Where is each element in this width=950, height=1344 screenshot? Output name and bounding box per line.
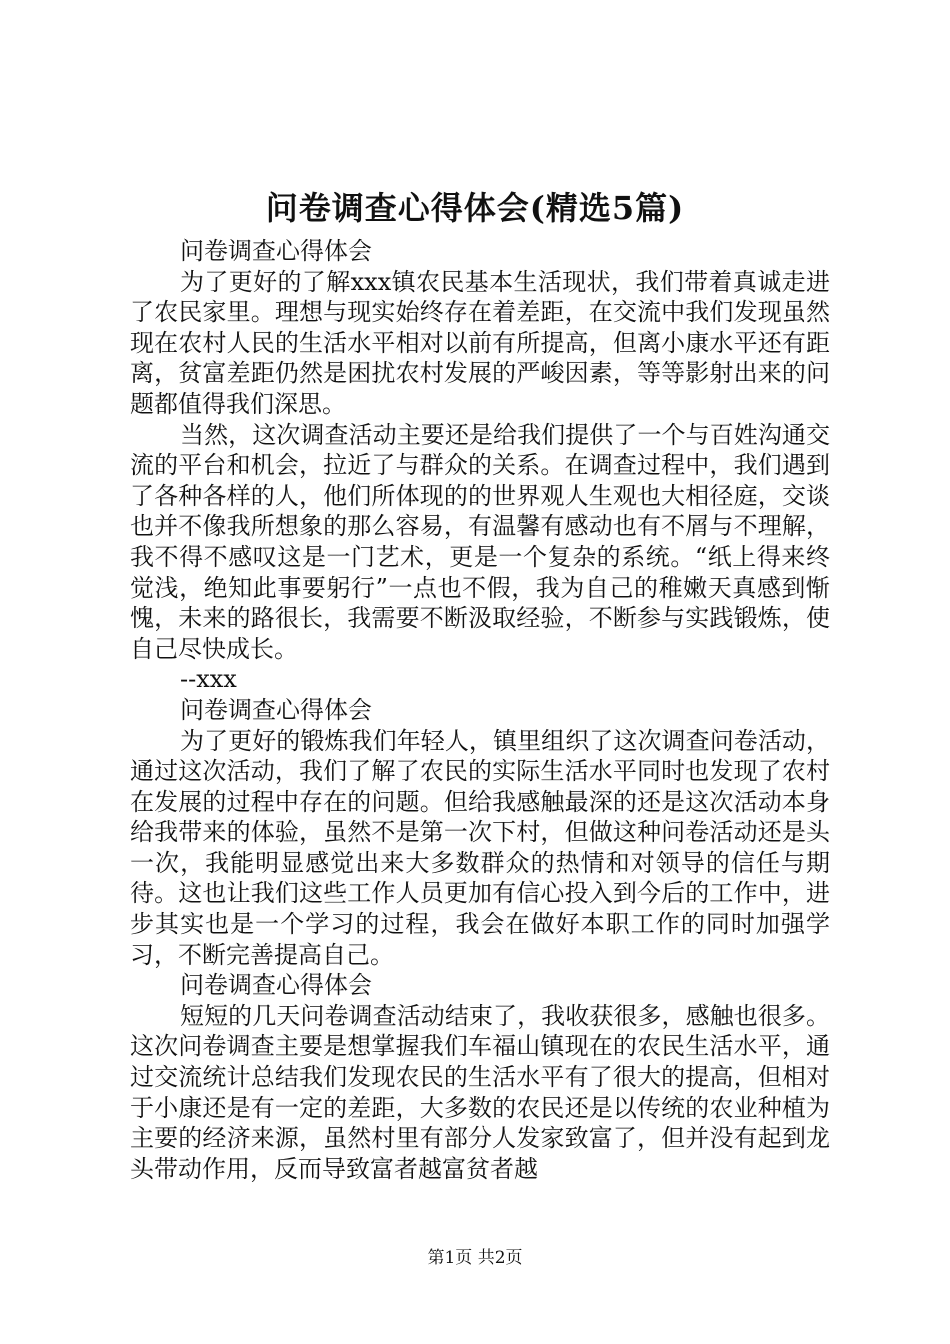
document-title: 问卷调查心得体会(精选5篇) [265,189,685,227]
page-number-footer: 第1页 共2页 [427,1248,523,1268]
section-heading: 问卷调查心得体会 [180,695,372,724]
author-signature: --xxx [180,665,237,694]
body-paragraph: 短短的几天问卷调查活动结束了，我收获很多，感触也很多。这次问卷调查主要是想掌握我们车福山镇现在的农民生活水平，通过交流统计总结我们发现农民的生活水平有了很大的提高，但相对于小康还是有一定的差距，大多数的农民还是以传统的农业种植为主要的经济来源，虽然村里有部分人发家致富了，但并没有起到龙头带动作用，反而导致富者越富贫者越 [130,1001,830,1183]
section-heading: 问卷调查心得体会 [180,237,372,265]
section-heading: 问卷调查心得体会 [180,971,372,1000]
body-paragraph: 为了更好的了解xxx镇农民基本生活现状，我们带着真诚走进了农民家里。理想与现实始终存在着差距，在交流中我们发现虽然现在农村人民的生活水平相对以前有所提高，但离小康水平还有距离，贫富差距仍然是困扰农村发展的严峻因素，等等影射出来的问题都值得我们深思。 [130,267,830,418]
body-paragraph: 当然，这次调查活动主要还是给我们提供了一个与百姓沟通交流的平台和机会，拉近了与群众的关系。在调查过程中，我们遇到了各种各样的人，他们所体现的的世界观人生观也大相径庭，交谈也并不像我所想象的那么容易，有温馨有感动也有不屑与不理解，我不得不感叹这是一门艺术，更是一个复杂的系统。“纸上得来终觉浅，绝知此事要躬行”一点也不假，我为自己的稚嫩天真感到惭愧，未来的路很长，我需要不断汲取经验，不断参与实践锻炼，使自己尽快成长。 [130,420,830,663]
body-paragraph: 为了更好的锻炼我们年轻人，镇里组织了这次调查问卷活动，通过这次活动，我们了解了农民的实际生活水平同时也发现了农村在发展的过程中存在的问题。但给我感触最深的还是这次活动本身给我带来的体验，虽然不是第一次下村，但做这种问卷活动还是头一次，我能明显感觉出来大多数群众的热情和对领导的信任与期待。这也让我们这些工作人员更加有信心投入到今后的工作中，进步其实也是一个学习的过程，我会在做好本职工作的同时加强学习，不断完善提高自己。 [130,726,830,969]
document-body [130,236,830,1184]
